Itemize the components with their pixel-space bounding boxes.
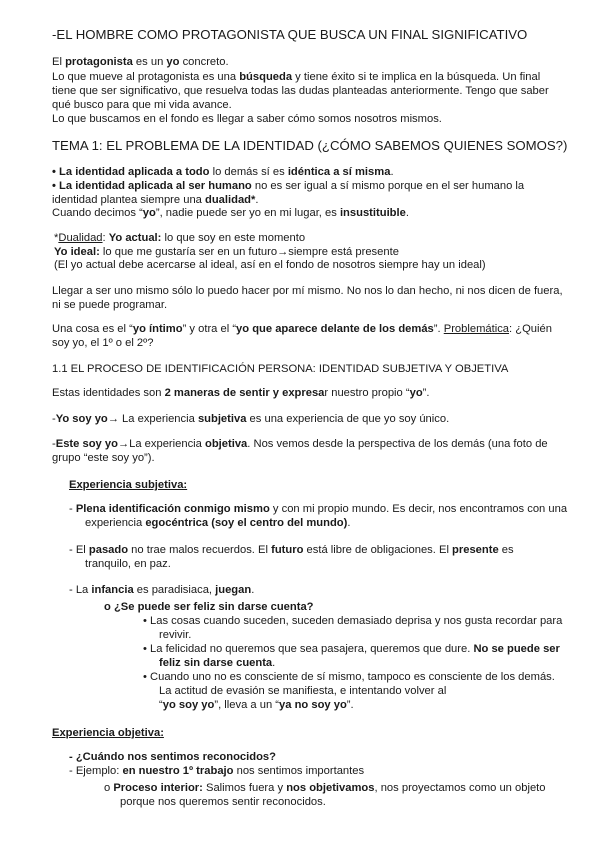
list-item: - El pasado no trae malos recuerdos. El futuro está libre de obligaciones. El presente es [69, 544, 514, 556]
sub-item: porque nos queremos sentir reconocidos. [120, 796, 326, 808]
paragraph-line: Estas identidades son 2 maneras de sentir y expresar nuestro propio “yo”. [52, 387, 430, 399]
paragraph-line: Cuando decimos “yo”, nadie puede ser yo en mi lugar, es insustituible. [52, 207, 409, 219]
list-item: experiencia egocéntrica (soy el centro del mundo). [85, 517, 351, 529]
paragraph-line: soy yo, el 1º o el 2º? [52, 337, 154, 349]
question-item: o ¿Se puede ser feliz sin darse cuenta? [104, 601, 314, 613]
subjetiva-heading: Experiencia subjetiva: [69, 479, 188, 491]
paragraph-line: tiene que ser significativo, que resuelva todas las dudas planteadas anteriormente. Tengo que saber [52, 85, 549, 97]
list-item: - ¿Cuándo nos sentimos reconocidos? [69, 751, 276, 763]
paragraph-line: grupo “este soy yo”). [52, 452, 155, 464]
sub-bullet: La actitud de evasión se manifiesta, e intentando volver al [159, 685, 447, 697]
paragraph-line: -Yo soy yo→ La experiencia subjetiva es una experiencia de que yo soy único. [52, 413, 450, 425]
paragraph-line: qué busco para que mi vida avance. [52, 99, 232, 111]
list-item: - Plena identificación conmigo mismo y con mi propio mundo. Es decir, nos encontramos con una [69, 503, 568, 515]
sub-bullet: revivir. [159, 629, 192, 641]
sub-bullet: • Cuando uno no es consciente de sí mismo, tampoco es consciente de los demás. [143, 671, 555, 683]
paragraph-line: El protagonista es un yo concreto. [52, 56, 229, 68]
bullet-line: • La identidad aplicada a todo lo demás sí es idéntica a sí misma. [52, 166, 394, 178]
paragraph-line: -Este soy yo→La experiencia objetiva. Nos vemos desde la perspectiva de los demás (una foto de [52, 438, 548, 450]
sub-bullet: • Las cosas cuando suceden, suceden demasiado deprisa y nos gusta recordar para [143, 615, 563, 627]
paragraph-line: Una cosa es el “yo íntimo” y otra el “yo que aparece delante de los demás”. Problemática: ¿Quién [52, 323, 552, 335]
sub-bullet: feliz sin darse cuenta. [159, 657, 276, 669]
sub-bullet: • La felicidad no queremos que sea pasajera, queremos que dure. No se puede ser [143, 643, 560, 655]
objetiva-heading: Experiencia objetiva: [52, 727, 164, 739]
bullet-line: • La identidad aplicada al ser humano no es ser igual a sí mismo porque en el ser humano la [52, 180, 525, 192]
sub-item: o Proceso interior: Salimos fuera y nos objetivamos, nos proyectamos como un objeto [104, 782, 546, 794]
bullet-line: identidad plantea siempre una dualidad*. [52, 194, 259, 206]
section-title: -EL HOMBRE COMO PROTAGONISTA QUE BUSCA UN FINAL SIGNIFICATIVO [52, 27, 528, 42]
sub-bullet: “yo soy yo”, lleva a un “ya no soy yo”. [159, 699, 354, 711]
list-item: tranquilo, en paz. [85, 558, 171, 570]
paragraph-line: ni se puede programar. [52, 299, 168, 311]
subsection-title: 1.1 EL PROCESO DE IDENTIFICACIÓN PERSONA: IDENTIDAD SUBJETIVA Y OBJETIVA [52, 363, 509, 375]
tema-title: TEMA 1: EL PROBLEMA DE LA IDENTIDAD (¿CÓMO SABEMOS QUIENES SOMOS?) [52, 138, 568, 153]
list-item: - La infancia es paradisiaca, juegan. [69, 584, 255, 596]
dualidad-line: *Dualidad: Yo actual: lo que soy en este momento [54, 232, 306, 244]
list-item: - Ejemplo: en nuestro 1º trabajo nos sentimos importantes [69, 765, 365, 777]
dualidad-line: Yo ideal: lo que me gustaría ser en un futuro→siempre está presente [54, 246, 399, 258]
paragraph-line: Llegar a ser uno mismo sólo lo puedo hacer por mí mismo. No nos lo dan hecho, ni nos dicen de fuera, [52, 285, 563, 297]
dualidad-line: (El yo actual debe acercarse al ideal, así en el fondo de nosotros siempre hay un ideal) [54, 259, 486, 271]
paragraph-line: Lo que mueve al protagonista es una búsqueda y tiene éxito si te implica en la búsqueda. Un final [52, 71, 541, 83]
paragraph-line: Lo que buscamos en el fondo es llegar a saber cómo somos nosotros mismos. [52, 113, 442, 125]
